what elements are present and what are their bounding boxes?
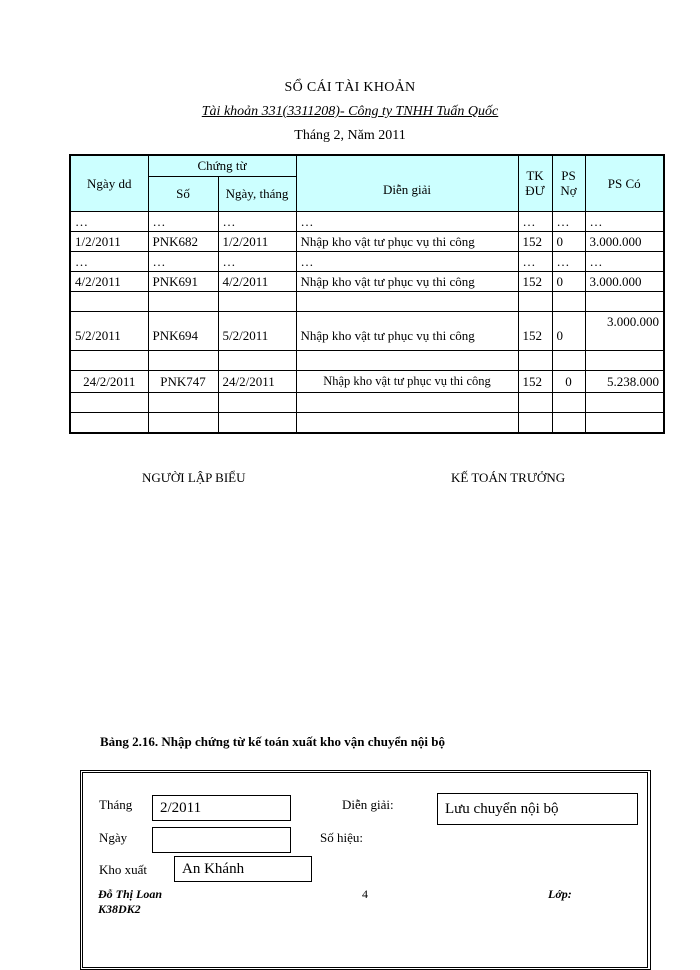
cell-voucher-no: PNK747: [148, 370, 218, 392]
cell-description: Nhập kho vật tư phục vụ thi công: [296, 311, 518, 350]
cell-voucher-no: PNK694: [148, 311, 218, 350]
cell-date: 1/2/2011: [70, 231, 148, 251]
cell-date: 5/2/2011: [70, 311, 148, 350]
cell-voucher-date: [218, 392, 296, 412]
cell-voucher-no: PNK682: [148, 231, 218, 251]
cell-credit: …: [585, 211, 664, 231]
cell-credit: [585, 311, 664, 350]
table-row: [70, 412, 664, 433]
cell-debit: [552, 392, 585, 412]
cell-voucher-no: …: [148, 211, 218, 231]
footer-author-class: K38DK2: [98, 902, 141, 916]
footer-author: [98, 887, 162, 917]
cell-date: …: [70, 211, 148, 231]
description-label: Diễn giải:: [342, 797, 394, 812]
cell-credit: 3.000.000: [585, 231, 664, 251]
cell-voucher-no: [148, 291, 218, 311]
cell-date: …: [70, 251, 148, 271]
table-row: [70, 370, 664, 392]
header-voucher-no: Số: [148, 176, 218, 211]
cell-debit: 0: [552, 231, 585, 251]
footer-class-label: Lớp:: [548, 887, 572, 901]
warehouse-field[interactable]: An Khánh: [174, 856, 312, 882]
table-row: [70, 251, 664, 271]
header-account-text: TK ĐƯ: [525, 168, 545, 199]
cell-voucher-date: 4/2/2011: [218, 271, 296, 291]
cell-voucher-date: [218, 291, 296, 311]
cell-voucher-date: [218, 412, 296, 433]
cell-credit: 5.238.000: [585, 370, 664, 392]
ledger-title: SỔ CÁI TÀI KHOẢN: [284, 80, 416, 95]
header-debit-text: PS Nợ: [560, 168, 577, 199]
cell-date: [70, 350, 148, 370]
cell-date: [70, 412, 148, 433]
cell-voucher-no: PNK691: [148, 271, 218, 291]
footer-page-number: 4: [362, 887, 368, 901]
cell-description: …: [296, 251, 518, 271]
cell-voucher-no: [148, 412, 218, 433]
header-credit: PS Có: [585, 155, 664, 211]
table-row: [70, 231, 664, 251]
footer-author-name: Đỗ Thị Loan: [98, 887, 163, 901]
cell-description: [296, 350, 518, 370]
day-label: Ngày: [99, 830, 128, 845]
cell-debit: 0: [552, 370, 585, 392]
cell-account: 152: [518, 370, 552, 392]
cell-account: 152: [518, 271, 552, 291]
cell-description: Nhập kho vật tư phục vụ thi công: [296, 231, 518, 251]
cell-account: …: [518, 251, 552, 271]
cell-credit: [585, 392, 664, 412]
cell-account: [518, 392, 552, 412]
cell-credit: [585, 350, 664, 370]
header-voucher-date: [218, 176, 296, 211]
table-caption: Bảng 2.16. Nhập chứng từ kế toán xuất kho vận chuyển nội bộ: [100, 734, 446, 749]
header-voucher-date-text: Ngày, tháng: [225, 186, 289, 201]
cell-description: [296, 291, 518, 311]
header-debit: [552, 155, 585, 211]
cell-credit-text: 3.000.000: [607, 313, 659, 329]
cell-account: …: [518, 211, 552, 231]
cell-date: 24/2/2011: [70, 370, 148, 392]
table-row: [70, 392, 664, 412]
cell-description: [296, 412, 518, 433]
header-date: Ngày dd: [70, 155, 148, 211]
cell-description: Nhập kho vật tư phục vụ thi công: [296, 271, 518, 291]
cell-debit: [552, 291, 585, 311]
ledger-subtitle: [0, 104, 700, 120]
header-account: [518, 155, 552, 211]
signature-chief-accountant: KẾ TOÁN TRƯỞNG: [451, 470, 566, 485]
cell-voucher-date: 5/2/2011: [218, 311, 296, 350]
ledger-period: Tháng 2, Năm 2011: [294, 128, 406, 143]
cell-description: [296, 392, 518, 412]
cell-voucher-no: …: [148, 251, 218, 271]
month-field[interactable]: 2/2011: [152, 795, 291, 821]
warehouse-label: Kho xuất: [99, 862, 148, 877]
cell-voucher-date: 1/2/2011: [218, 231, 296, 251]
table-row: [70, 311, 664, 350]
table-row: [70, 350, 664, 370]
month-label: Tháng: [99, 797, 133, 812]
cell-credit: [585, 291, 664, 311]
ledger-table: [69, 154, 665, 434]
number-label: Số hiệu:: [320, 830, 363, 845]
cell-credit: …: [585, 251, 664, 271]
cell-debit: 0: [552, 271, 585, 291]
day-field[interactable]: [152, 827, 291, 853]
cell-credit: [585, 412, 664, 433]
cell-account: [518, 291, 552, 311]
cell-voucher-date: …: [218, 251, 296, 271]
cell-account: 152: [518, 311, 552, 350]
cell-description: Nhập kho vật tư phục vụ thi công: [296, 370, 518, 392]
table-row: [70, 291, 664, 311]
table-row: [70, 271, 664, 291]
signature-preparer: NGƯỜI LẬP BIỂU: [142, 470, 246, 485]
cell-account: [518, 412, 552, 433]
cell-account: [518, 350, 552, 370]
ledger-subtitle-text: Tài khoản 331(3311208)- Công ty TNHH Tuấn Quốc: [201, 104, 499, 119]
cell-debit: 0: [552, 311, 585, 350]
cell-voucher-date: …: [218, 211, 296, 231]
cell-date: 4/2/2011: [70, 271, 148, 291]
cell-description: …: [296, 211, 518, 231]
cell-debit: [552, 350, 585, 370]
cell-date: [70, 291, 148, 311]
cell-voucher-date: 24/2/2011: [218, 370, 296, 392]
cell-date: [70, 392, 148, 412]
cell-credit: 3.000.000: [585, 271, 664, 291]
table-row: [70, 211, 664, 231]
cell-debit: …: [552, 211, 585, 231]
description-field[interactable]: Lưu chuyển nội bộ: [437, 793, 638, 825]
cell-account: 152: [518, 231, 552, 251]
cell-debit: …: [552, 251, 585, 271]
cell-voucher-no: [148, 350, 218, 370]
cell-debit: [552, 412, 585, 433]
header-voucher: Chứng từ: [148, 155, 296, 176]
header-description: Diễn giải: [296, 155, 518, 211]
cell-voucher-no: [148, 392, 218, 412]
cell-voucher-date: [218, 350, 296, 370]
